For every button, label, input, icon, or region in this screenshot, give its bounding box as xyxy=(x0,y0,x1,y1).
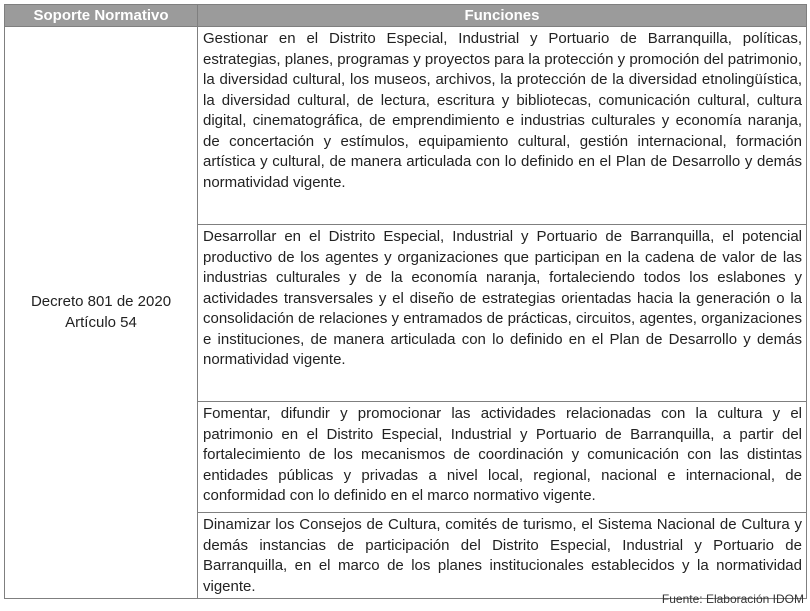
support-decree: Decreto 801 de 2020 xyxy=(30,293,172,310)
support-article: Artículo 54 xyxy=(65,313,137,331)
regulatory-functions-table xyxy=(4,4,807,599)
source-caption: Fuente: Elaboración IDOM xyxy=(661,592,804,606)
header-functions: Funciones xyxy=(198,5,807,27)
table-header-row xyxy=(5,5,807,27)
function-cell-1: Gestionar en el Distrito Especial, Industrial y Portuario de Barranquilla, políticas, estrategias, planes, programas y proyectos para la protección y promoción del patrimonio, la diversidad cultural, los museos, archivos, la protección de la diversidad etnolingüística, la diversidad cultural, de lectura, escritura y bibliotecas, comunicación cultural, cultura digital, cinematográfica, de emprendimiento e industrias culturales y economía naranja, de concertación y estímulos, equipamiento cultural, gestión internacional, formación artística y cultural, de manera articulada con lo definido en el Plan de Desarrollo y demás normatividad vigente. xyxy=(198,27,807,225)
table-row xyxy=(5,27,807,225)
function-cell-3: Fomentar, difundir y promocionar las actividades relacionadas con la cultura y el patrimonio en el Distrito Especial, Industrial y Portuario de Barranquilla, a partir del fortalecimiento de los mecanismos de coordinación y comunicación con las distintas entidades públicas y privadas a nivel local, regional, nacional e internacional, de conformidad con lo definido en el marco normativo vigente. xyxy=(198,402,807,513)
function-cell-4: Dinamizar los Consejos de Cultura, comités de turismo, el Sistema Nacional de Cultura y demás instancias de participación del Distrito Especial, Industrial y Portuario de Barranquilla, en el marco de los planes institucionales establecidos y la normatividad vigente. xyxy=(198,513,807,599)
function-cell-2: Desarrollar en el Distrito Especial, Industrial y Portuario de Barranquilla, el potencial productivo de los agentes y organizaciones que participan en la cadena de valor de las industrias culturales y de la economía naranja, fortaleciendo todos los eslabones y actividades transversales y el diseño de estrategias orientadas hacia la generación o la consolidación de relaciones y entramados de prácticas, circuitos, agentes, organizaciones e instituciones, de manera articulada con lo definido en el Plan de Desarrollo y demás normatividad vigente. xyxy=(198,225,807,402)
support-cell xyxy=(5,27,198,599)
header-support: Soporte Normativo xyxy=(5,5,198,27)
